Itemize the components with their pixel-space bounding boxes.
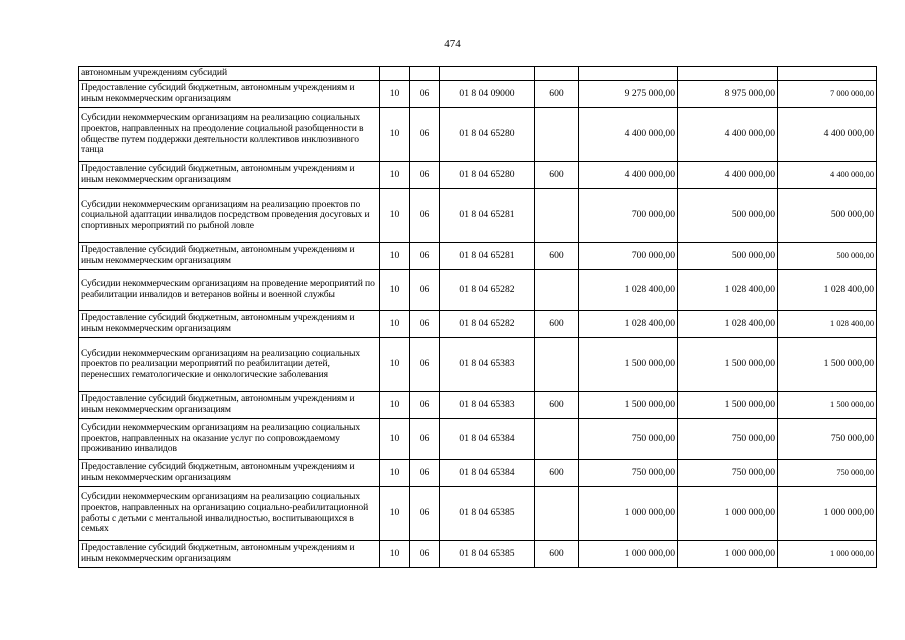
amount-year-1 xyxy=(579,67,678,81)
amount-year-3: 1 028 400,00 xyxy=(778,270,877,311)
expense-type-code xyxy=(535,67,579,81)
section-code: 10 xyxy=(380,541,410,568)
amount-year-3: 500 000,00 xyxy=(778,243,877,270)
subsection-code: 06 xyxy=(410,270,440,311)
amount-year-3: 1 500 000,00 xyxy=(778,392,877,419)
amount-year-2: 500 000,00 xyxy=(678,243,778,270)
amount-year-2: 1 000 000,00 xyxy=(678,541,778,568)
table-row xyxy=(79,541,877,568)
table-row xyxy=(79,460,877,487)
section-code: 10 xyxy=(380,189,410,243)
target-article-code: 01 8 04 65282 xyxy=(440,311,535,338)
row-description: Предоставление субсидий бюджетным, автономным учреждениям и иным некоммерческим организациям xyxy=(79,81,380,108)
amount-year-3 xyxy=(778,67,877,81)
subsection-code: 06 xyxy=(410,541,440,568)
target-article-code: 01 8 04 65281 xyxy=(440,189,535,243)
table-row xyxy=(79,487,877,541)
table-row xyxy=(79,419,877,460)
amount-year-1: 750 000,00 xyxy=(579,419,678,460)
target-article-code: 01 8 04 65385 xyxy=(440,487,535,541)
amount-year-2: 750 000,00 xyxy=(678,460,778,487)
section-code: 10 xyxy=(380,311,410,338)
subsection-code: 06 xyxy=(410,460,440,487)
section-code: 10 xyxy=(380,108,410,162)
amount-year-2: 4 400 000,00 xyxy=(678,108,778,162)
section-code xyxy=(380,67,410,81)
subsection-code xyxy=(410,67,440,81)
expense-type-code xyxy=(535,338,579,392)
amount-year-2: 8 975 000,00 xyxy=(678,81,778,108)
amount-year-3: 1 000 000,00 xyxy=(778,487,877,541)
amount-year-2 xyxy=(678,67,778,81)
amount-year-1: 1 000 000,00 xyxy=(579,541,678,568)
expense-type-code xyxy=(535,487,579,541)
subsection-code: 06 xyxy=(410,487,440,541)
amount-year-3: 1 500 000,00 xyxy=(778,338,877,392)
subsection-code: 06 xyxy=(410,311,440,338)
amount-year-1: 1 028 400,00 xyxy=(579,311,678,338)
budget-table-body xyxy=(79,67,877,568)
page-number: 474 xyxy=(444,38,461,50)
amount-year-1: 700 000,00 xyxy=(579,243,678,270)
row-description: Предоставление субсидий бюджетным, автономным учреждениям и иным некоммерческим организациям xyxy=(79,243,380,270)
amount-year-1: 1 500 000,00 xyxy=(579,392,678,419)
subsection-code: 06 xyxy=(410,108,440,162)
amount-year-2: 1 028 400,00 xyxy=(678,270,778,311)
expense-type-code: 600 xyxy=(535,392,579,419)
subsection-code: 06 xyxy=(410,81,440,108)
table-row xyxy=(79,81,877,108)
amount-year-3: 500 000,00 xyxy=(778,189,877,243)
table-row xyxy=(79,162,877,189)
section-code: 10 xyxy=(380,487,410,541)
target-article-code: 01 8 04 09000 xyxy=(440,81,535,108)
amount-year-3: 4 400 000,00 xyxy=(778,108,877,162)
row-description: Предоставление субсидий бюджетным, автономным учреждениям и иным некоммерческим организациям xyxy=(79,311,380,338)
amount-year-2: 1 000 000,00 xyxy=(678,487,778,541)
amount-year-3: 1 000 000,00 xyxy=(778,541,877,568)
row-description: Субсидии некоммерческим организациям на проведение мероприятий по реабилитации инвалидов и ветеранов войны и военной службы xyxy=(79,270,380,311)
section-code: 10 xyxy=(380,243,410,270)
target-article-code: 01 8 04 65383 xyxy=(440,338,535,392)
budget-table xyxy=(78,66,877,568)
amount-year-2: 750 000,00 xyxy=(678,419,778,460)
section-code: 10 xyxy=(380,419,410,460)
amount-year-1: 4 400 000,00 xyxy=(579,108,678,162)
row-description: автономным учреждениям субсидий xyxy=(79,67,380,81)
target-article-code: 01 8 04 65280 xyxy=(440,162,535,189)
expense-type-code xyxy=(535,189,579,243)
row-description: Предоставление субсидий бюджетным, автономным учреждениям и иным некоммерческим организациям xyxy=(79,162,380,189)
row-description: Предоставление субсидий бюджетным, автономным учреждениям и иным некоммерческим организациям xyxy=(79,541,380,568)
target-article-code: 01 8 04 65383 xyxy=(440,392,535,419)
row-description: Предоставление субсидий бюджетным, автономным учреждениям и иным некоммерческим организациям xyxy=(79,392,380,419)
table-row xyxy=(79,67,877,81)
amount-year-3: 1 028 400,00 xyxy=(778,311,877,338)
table-row xyxy=(79,189,877,243)
amount-year-3: 4 400 000,00 xyxy=(778,162,877,189)
amount-year-3: 750 000,00 xyxy=(778,419,877,460)
amount-year-1: 4 400 000,00 xyxy=(579,162,678,189)
table-row xyxy=(79,338,877,392)
expense-type-code: 600 xyxy=(535,243,579,270)
row-description: Субсидии некоммерческим организациям на реализацию социальных проектов, направленных на преодоление социальной разобщенности в обществе путем поддержки деятельности коллективов инклюзивного танца xyxy=(79,108,380,162)
table-row xyxy=(79,311,877,338)
row-description: Субсидии некоммерческим организациям на реализацию социальных проектов, направленных на оказание услуг по сопровождаемому проживанию инвалидов xyxy=(79,419,380,460)
section-code: 10 xyxy=(380,81,410,108)
expense-type-code: 600 xyxy=(535,541,579,568)
amount-year-2: 1 028 400,00 xyxy=(678,311,778,338)
target-article-code: 01 8 04 65384 xyxy=(440,460,535,487)
section-code: 10 xyxy=(380,270,410,311)
expense-type-code xyxy=(535,419,579,460)
amount-year-1: 1 028 400,00 xyxy=(579,270,678,311)
row-description: Субсидии некоммерческим организациям на реализацию социальных проектов по реализации мероприятий по реабилитации детей, перенесших гематологические и онкологические заболевания xyxy=(79,338,380,392)
row-description: Субсидии некоммерческим организациям на реализацию социальных проектов, направленных на организацию социально-реабилитационной работы с детьми с ментальной инвалидностью, воспитывающихся в семьях xyxy=(79,487,380,541)
expense-type-code: 600 xyxy=(535,460,579,487)
expense-type-code: 600 xyxy=(535,81,579,108)
target-article-code: 01 8 04 65385 xyxy=(440,541,535,568)
target-article-code: 01 8 04 65280 xyxy=(440,108,535,162)
target-article-code: 01 8 04 65282 xyxy=(440,270,535,311)
section-code: 10 xyxy=(380,338,410,392)
subsection-code: 06 xyxy=(410,243,440,270)
subsection-code: 06 xyxy=(410,162,440,189)
amount-year-2: 4 400 000,00 xyxy=(678,162,778,189)
amount-year-3: 7 000 000,00 xyxy=(778,81,877,108)
table-row xyxy=(79,108,877,162)
amount-year-1: 1 000 000,00 xyxy=(579,487,678,541)
target-article-code xyxy=(440,67,535,81)
subsection-code: 06 xyxy=(410,189,440,243)
expense-type-code: 600 xyxy=(535,162,579,189)
subsection-code: 06 xyxy=(410,419,440,460)
amount-year-3: 750 000,00 xyxy=(778,460,877,487)
amount-year-1: 9 275 000,00 xyxy=(579,81,678,108)
expense-type-code xyxy=(535,270,579,311)
section-code: 10 xyxy=(380,460,410,487)
subsection-code: 06 xyxy=(410,392,440,419)
table-row xyxy=(79,392,877,419)
target-article-code: 01 8 04 65384 xyxy=(440,419,535,460)
amount-year-1: 750 000,00 xyxy=(579,460,678,487)
expense-type-code xyxy=(535,108,579,162)
amount-year-2: 1 500 000,00 xyxy=(678,338,778,392)
amount-year-2: 1 500 000,00 xyxy=(678,392,778,419)
table-row xyxy=(79,243,877,270)
section-code: 10 xyxy=(380,392,410,419)
subsection-code: 06 xyxy=(410,338,440,392)
section-code: 10 xyxy=(380,162,410,189)
row-description: Предоставление субсидий бюджетным, автономным учреждениям и иным некоммерческим организациям xyxy=(79,460,380,487)
expense-type-code: 600 xyxy=(535,311,579,338)
table-row xyxy=(79,270,877,311)
row-description: Субсидии некоммерческим организациям на реализацию проектов по социальной адаптации инвалидов посредством проведения досуговых и спортивных мероприятий по рыбной ловле xyxy=(79,189,380,243)
target-article-code: 01 8 04 65281 xyxy=(440,243,535,270)
amount-year-1: 700 000,00 xyxy=(579,189,678,243)
amount-year-1: 1 500 000,00 xyxy=(579,338,678,392)
amount-year-2: 500 000,00 xyxy=(678,189,778,243)
